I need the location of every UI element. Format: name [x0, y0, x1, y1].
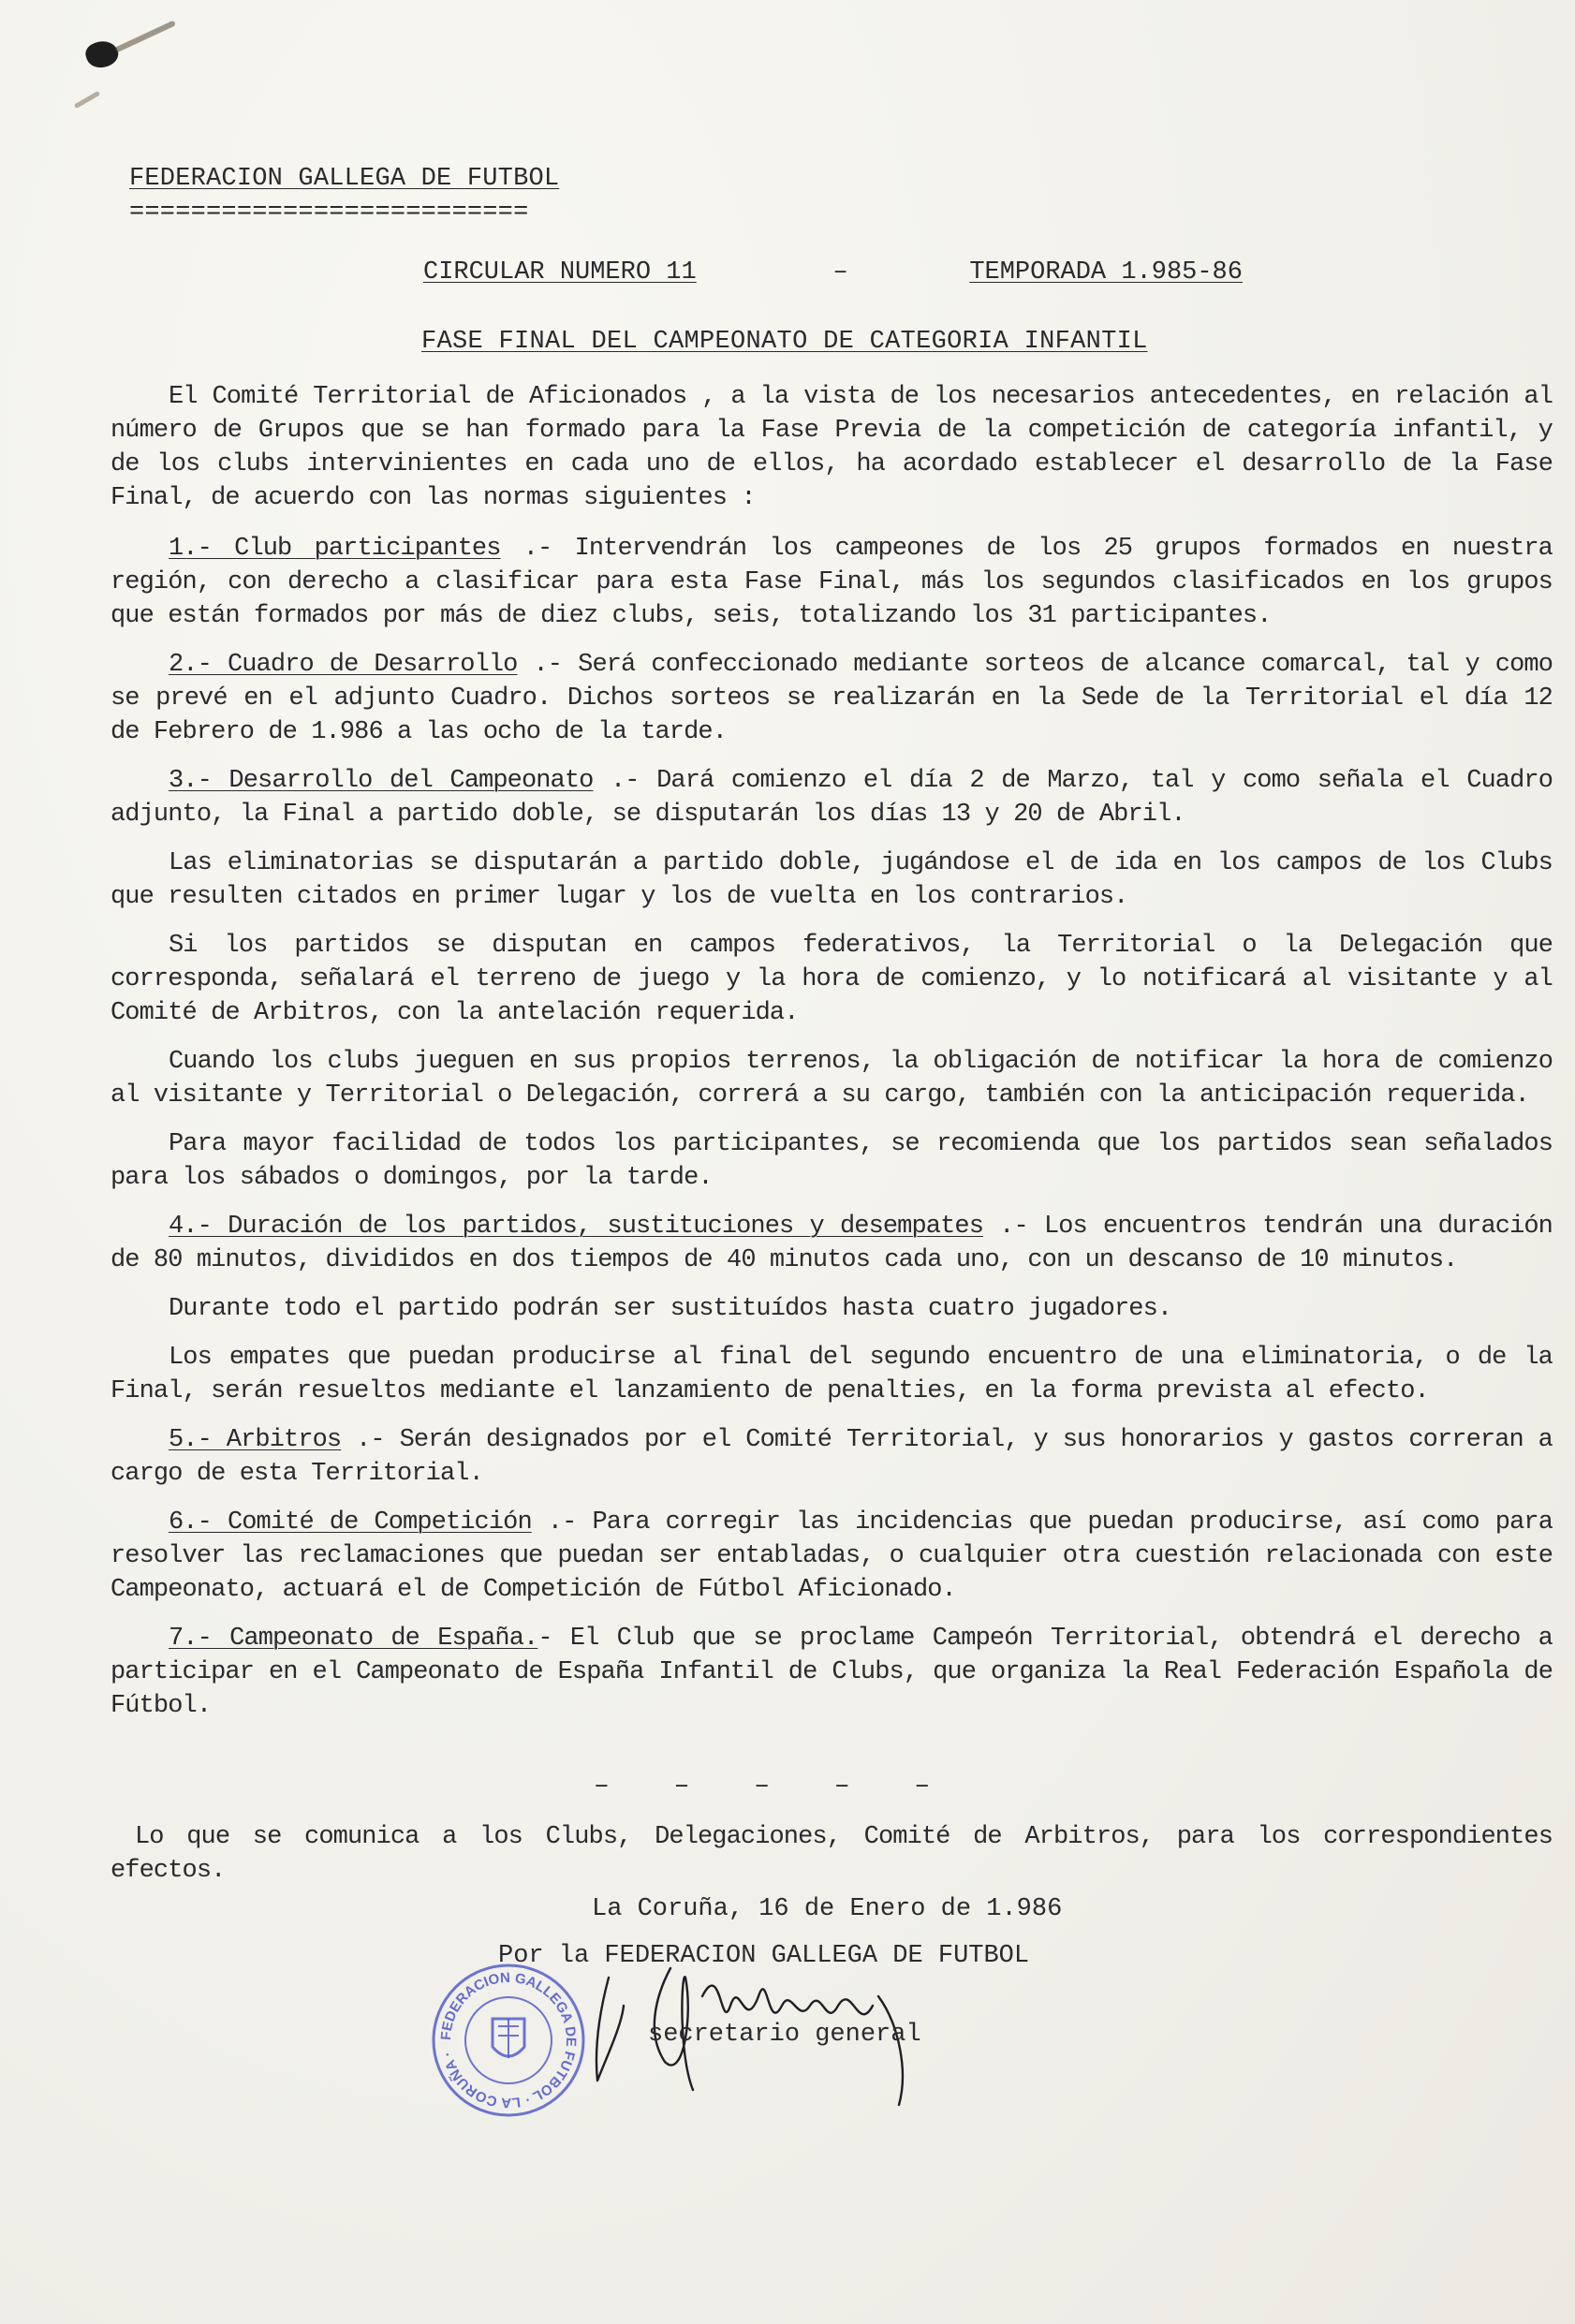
circular-subtitle: FASE FINAL DEL CAMPEONATO DE CATEGORIA INFANTIL — [421, 328, 1148, 356]
section-text: .- Dará comienzo el día 2 de Marzo, tal y como señala el Cuadro adjunto, la Final a partido doble, se disputarán los días 13 y 20 de Abril. — [110, 767, 1553, 829]
section-title: 2.- Cuadro de Desarrollo — [169, 651, 518, 679]
organization-heading: FEDERACION GALLEGA DE FUTBOL — [129, 165, 560, 193]
circular-number: CIRCULAR NUMERO 11 — [423, 258, 697, 287]
section-3 — [110, 764, 1553, 831]
section-6 — [110, 1506, 1553, 1607]
section-1 — [110, 532, 1553, 633]
circular-separator: – — [832, 258, 848, 287]
section-2 — [110, 648, 1553, 749]
section-text: .- Serán designados por el Comité Territorial, y sus honorarios y gastos correran a cargo de esta Territorial. — [110, 1426, 1553, 1488]
section-title: 4.- Duración de los partidos, sustituciones y desempates — [169, 1213, 983, 1241]
section-divider: – – – – – — [594, 1772, 955, 1801]
place-and-date: La Coruña, 16 de Enero de 1.986 — [592, 1895, 1063, 1923]
section-5 — [110, 1423, 1553, 1491]
section-3-paragraph: Cuando los clubs jueguen en sus propios terrenos, la obligación de notificar la hora de comienzo al visitante y Territorial o Delegación, correrá a su cargo, también con la anticipación requerida. — [110, 1048, 1553, 1110]
section-4 — [110, 1210, 1553, 1277]
section-text: .- Los encuentros tendrán una duración de 80 minutos, divididos en dos tiempos de 40 minutos cada uno, con un descanso de 10 minutos. — [110, 1213, 1553, 1274]
stamp-text: FEDERACION GALLEGA DE FUTBOL · LA CORUÑA · — [437, 1969, 580, 2111]
section-4-paragraph: Los empates que puedan producirse al final del segundo encuentro de una eliminatoria, o de la Final, serán resueltos mediante el lanzamiento de penalties, en la forma prevista al efecto. — [110, 1344, 1553, 1405]
section-3-paragraph: Las eliminatorias se disputarán a partido doble, jugándose el de ida en los campos de los Clubs que resulten citados en primer lugar y los de vuelta en los contrarios. — [110, 849, 1553, 911]
section-title: 1.- Club participantes — [169, 535, 501, 563]
section-text: .- Será confeccionado mediante sorteos de alcance comarcal, tal y como se prevé en el adjunto Cuadro. Dichos sorteos se realizarán en la Sede de la Territorial el día 12 de Febrero de 1.986 a las ocho de la tarde. — [110, 651, 1553, 746]
federation-stamp — [429, 1961, 588, 2120]
section-text: .- Intervendrán los campeones de los 25 grupos formados en nuestra región, con derecho a clasificar para esta Fase Final, más los segundos clasificados en los grupos que están formados por más de diez clubs, seis, totalizando los 31 participantes. — [110, 535, 1553, 630]
section-text: .- Para corregir las incidencias que puedan producirse, así como para resolver las reclamaciones que puedan ser entabladas, o cualquier otra cuestión relacionada con este Campeonato, actuará el de Competición de Fútbol Aficionado. — [110, 1508, 1553, 1604]
ink-blot — [82, 37, 122, 72]
section-title: 6.- Comité de Competición — [169, 1508, 532, 1537]
signatory-role: secretario general — [648, 2021, 921, 2049]
section-3-paragraph: Si los partidos se disputan en campos federativos, la Territorial o la Delegación que corresponda, señalará el terreno de juego y la hora de comienzo, y lo notificará al visitante y al Comité de Arbitros, con la antelación requerida. — [110, 932, 1553, 1027]
section-4-paragraph: Durante todo el partido podrán ser sustituídos hasta cuatro jugadores. — [169, 1295, 1172, 1323]
on-behalf-line: Por la FEDERACION GALLEGA DE FUTBOL — [498, 1942, 1030, 1970]
heading-rule: ========================== — [129, 199, 529, 227]
section-title: 5.- Arbitros — [169, 1426, 342, 1454]
ink-smudge — [114, 20, 176, 52]
section-title: 7.- Campeonato de España. — [169, 1625, 538, 1653]
section-7 — [110, 1622, 1553, 1723]
circular-line — [423, 258, 1243, 287]
intro-paragraph: El Comité Territorial de Aficionados , a la vista de los necesarios antecedentes, en relación al número de Grupos que se han formado para la Fase Previa de la competición de categoría infantil, y de los clubs intervinientes en cada uno de ellos, ha acordado establecer el desarrollo de la Fase Final, de acuerdo con las normas siguientes : — [110, 383, 1553, 512]
closing-paragraph: Lo que se comunica a los Clubs, Delegaciones, Comité de Arbitros, para los correspondientes efectos. — [110, 1823, 1553, 1885]
closing-block — [110, 1820, 1553, 1888]
section-3-paragraph: Para mayor facilidad de todos los participantes, se recomienda que los partidos sean señalados para los sábados o domingos, por la tarde. — [110, 1130, 1553, 1192]
section-text: - El Club que se proclame Campeón Territorial, obtendrá el derecho a participar en el Campeonato de España Infantil de Clubs, que organiza la Real Federación Española de Fútbol. — [110, 1625, 1553, 1720]
ink-smudge-small — [74, 91, 100, 109]
document-body — [110, 380, 1553, 1738]
section-title: 3.- Desarrollo del Campeonato — [169, 767, 594, 795]
circular-season: TEMPORADA 1.985-86 — [969, 258, 1243, 287]
